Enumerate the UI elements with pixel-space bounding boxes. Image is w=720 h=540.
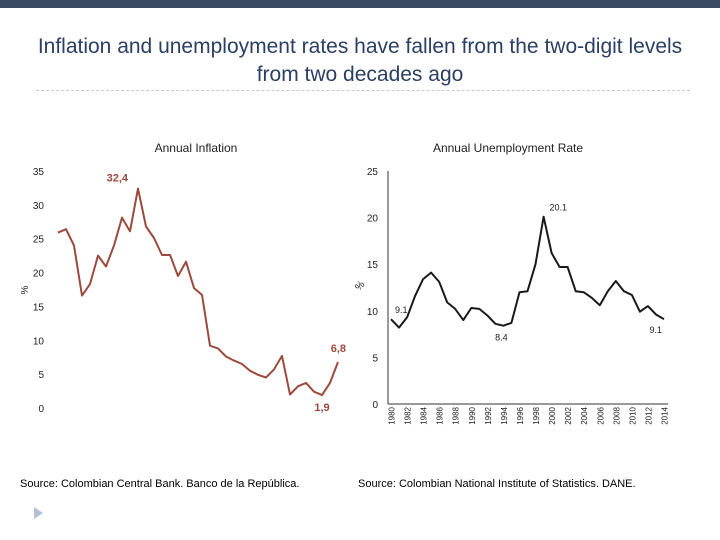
x-tick-label: 1980 [387,407,397,425]
inflation-chart [20,141,346,415]
x-tick-label: 2012 [644,407,654,425]
x-tick-label: 1984 [419,407,429,425]
unemployment-series-line [391,217,664,328]
x-tick-label: 1996 [515,407,525,425]
data-label-low: 8.4 [495,332,508,343]
y-tick-label: 20 [32,268,44,280]
bullet-arrow-icon [34,507,43,519]
y-tick-label: 15 [366,260,378,272]
x-tick-label: 1982 [403,407,413,425]
data-label-start: 9.1 [395,305,408,316]
x-tick-label: 2000 [548,407,558,425]
x-tick-label: 1992 [483,407,493,425]
x-tick-label: 2014 [660,407,670,425]
y-tick-label: 25 [32,234,44,246]
y-tick-label: 0 [372,400,378,411]
unemployment-chart [353,141,669,425]
chart-title: Annual Unemployment Rate [432,141,584,155]
y-tick-label: 10 [32,336,44,348]
y-tick-label: 5 [38,370,44,382]
x-tick-label: 2010 [628,407,638,425]
x-tick-label: 2008 [612,407,622,425]
x-tick-label: 1990 [467,407,477,425]
x-tick-label: 2002 [564,407,574,425]
source-note-inflation: Source: Colombian Central Bank. Banco de la República. [20,478,300,490]
data-label-latest: 6,8 [330,342,346,355]
y-tick-label: 30 [32,200,44,212]
y-axis-label: % [353,279,368,294]
inflation-series-line [58,189,338,396]
x-tick-label: 1998 [532,407,542,425]
data-label-peak: 32,4 [106,172,128,185]
data-label-trough: 1,9 [314,402,330,415]
x-tick-label: 2006 [596,407,606,425]
data-label-peak: 20.1 [549,202,568,213]
slide-title: Inflation and unemployment rates have fallen from the two-digit levels from two decades ago [37,35,683,86]
x-tick-label: 1994 [499,406,509,425]
y-tick-label: 20 [366,213,378,225]
y-tick-label: 0 [38,404,44,415]
y-tick-label: 15 [32,302,44,314]
y-tick-label: 35 [32,167,44,178]
chart-title: Annual Inflation [154,141,238,155]
x-tick-label: 1988 [451,407,461,425]
y-tick-label: 25 [366,167,378,178]
y-axis-label: % [20,285,31,295]
y-tick-label: 10 [366,306,378,318]
data-label-latest: 9.1 [649,325,662,336]
y-tick-label: 5 [372,353,378,365]
x-tick-label: 2004 [580,407,590,425]
x-tick-label: 1986 [435,407,445,425]
source-note-unemployment: Source: Colombian National Institute of Statistics. DANE. [358,478,636,490]
